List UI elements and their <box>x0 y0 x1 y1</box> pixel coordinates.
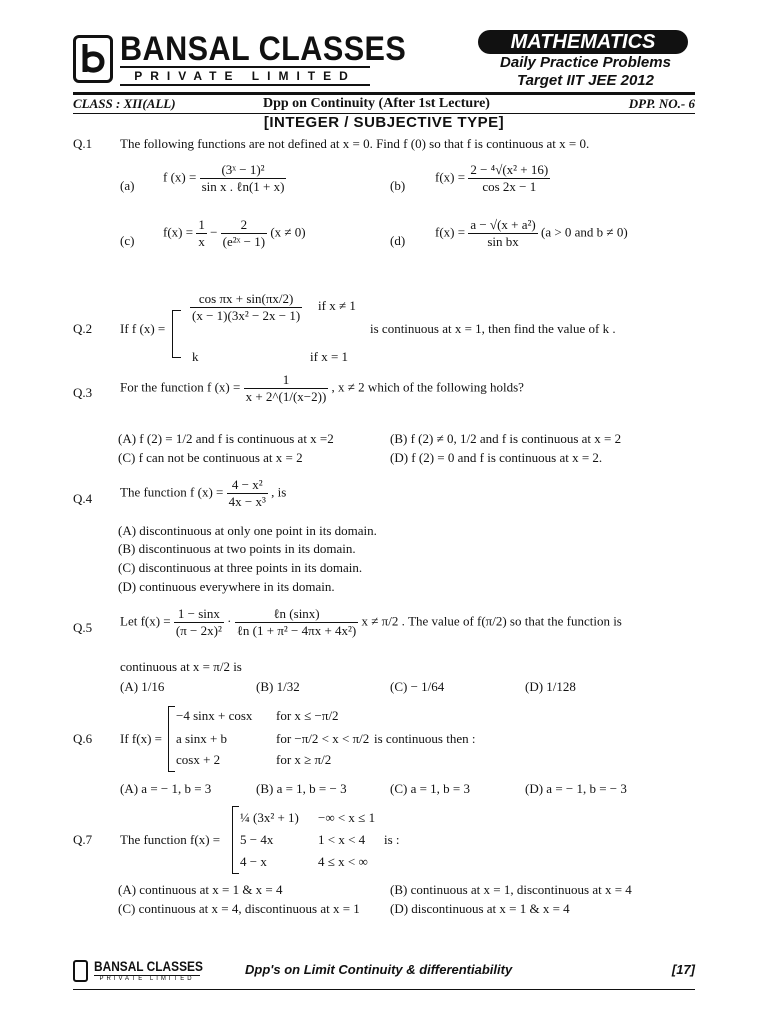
logo-glyph-icon <box>76 38 110 80</box>
q5-post: . The value of f(π/2) so that the function is <box>401 613 622 629</box>
dpp-title <box>478 54 693 90</box>
q6-option-c: (C) a = 1, b = 3 <box>390 781 471 796</box>
q1a-lhs: f (x) = <box>163 169 197 185</box>
page-number: [17] <box>671 962 695 977</box>
q1d-lhs: f(x) = <box>435 224 466 240</box>
q4-stem <box>120 477 286 510</box>
q5-stem <box>120 606 622 639</box>
footer-brand-subtitle: PRIVATE LIMITED <box>94 975 200 982</box>
q4-denominator: 4x − x³ <box>228 494 266 509</box>
q1-number: Q.1 <box>73 136 93 151</box>
q3-option-d: (D) f (2) = 0 and f is continuous at x = 2. <box>390 450 603 465</box>
q6-tail: is continuous then : <box>374 731 476 746</box>
q4-option-d: (D) continuous everywhere in its domain. <box>118 579 335 594</box>
brand-name: BANSAL CLASSES <box>120 30 407 68</box>
q4-option-b: (B) discontinuous at two points in its domain. <box>118 541 356 556</box>
footer-logo-icon <box>73 960 88 982</box>
q6-row3-cond: for x ≥ π/2 <box>276 752 332 767</box>
q5-f1-denominator: (π − 2x)² <box>175 623 222 638</box>
q1a-denominator: sin x . ℓn(1 + x) <box>201 179 285 194</box>
q3-fraction <box>244 372 329 405</box>
q5-fraction-1 <box>174 606 224 639</box>
q1d-condition: (a > 0 and b ≠ 0) <box>540 224 628 240</box>
q2-case1-condition: if x ≠ 1 <box>318 298 356 313</box>
q4-option-a: (A) discontinuous at only one point in its domain. <box>118 523 377 538</box>
q5-line2: continuous at x = π/2 is <box>120 659 242 674</box>
footer-title: Dpp's on Limit Continuity & differentiability <box>245 962 513 977</box>
q4-number: Q.4 <box>73 491 93 506</box>
q5-option-b: (B) 1/32 <box>256 679 300 694</box>
logo-icon <box>73 35 113 83</box>
q5-option-a: (A) 1/16 <box>120 679 165 694</box>
q3-post: , x ≠ 2 which of the following holds? <box>331 379 524 395</box>
q1d-expr <box>435 217 628 250</box>
q2-case2: k <box>192 349 199 364</box>
q4-post: , is <box>271 484 287 500</box>
footer-divider <box>73 989 695 990</box>
q5-dot: · <box>227 613 232 629</box>
q7-option-b: (B) continuous at x = 1, discontinuous at x = 4 <box>390 882 632 897</box>
dpp-line-2: Target IIT JEE 2012 <box>516 72 654 89</box>
q2-case1-denominator: (x − 1)(3x² − 2x − 1) <box>192 308 301 323</box>
q1c-den1: x <box>198 234 205 249</box>
footer-brand: BANSAL CLASSES <box>94 958 203 974</box>
q5-number: Q.5 <box>73 620 93 635</box>
brand-subtitle: PRIVATE LIMITED <box>120 66 370 86</box>
q2-brace <box>172 310 181 358</box>
q1c-label: (c) <box>120 233 135 248</box>
q6-option-b: (B) a = 1, b = − 3 <box>256 781 347 796</box>
q1b-expr <box>435 162 550 195</box>
q1b-fraction <box>468 162 550 195</box>
q1b-denominator: cos 2x − 1 <box>482 179 537 194</box>
q6-row3: cosx + 2 <box>176 752 221 767</box>
q4-pre: The function f (x) = <box>120 484 224 500</box>
q5-pre: Let f(x) = <box>120 613 171 629</box>
q1c-fraction-1 <box>196 217 207 250</box>
q7-option-c: (C) continuous at x = 4, discontinuous at x = 1 <box>118 901 360 916</box>
q7-option-d: (D) discontinuous at x = 1 & x = 4 <box>390 901 570 916</box>
q2-case2-condition: if x = 1 <box>310 349 349 364</box>
q7-row2-cond: 1 < x < 4 <box>318 832 366 847</box>
q6-brace <box>168 706 175 772</box>
q3-number: Q.3 <box>73 385 93 400</box>
q7-number: Q.7 <box>73 832 93 847</box>
q3-option-b: (B) f (2) ≠ 0, 1/2 and f is continuous at x = 2 <box>390 431 622 446</box>
q2-case1-fraction <box>190 291 302 324</box>
q1c-num1: 1 <box>198 217 205 232</box>
q1d-numerator: a − √(x + a²) <box>470 217 536 232</box>
q6-number: Q.6 <box>73 731 93 746</box>
q7-brace <box>232 806 239 874</box>
q1c-num2: 2 <box>221 217 267 234</box>
q2-tail: is continuous at x = 1, then find the value of k . <box>370 321 616 336</box>
q5-fraction-2 <box>235 606 359 639</box>
q5-condition: x ≠ π/2 <box>361 613 399 629</box>
q3-option-c: (C) f can not be continuous at x = 2 <box>118 450 303 465</box>
dpp-number: DPP. NO.- 6 <box>628 96 695 111</box>
q1b-numerator: 2 − ⁴√(x² + 16) <box>470 162 549 177</box>
q7-tail: is : <box>384 832 400 847</box>
q6-option-d: (D) a = − 1, b = − 3 <box>525 781 627 796</box>
q1c-fraction-2 <box>221 217 267 250</box>
q5-option-d: (D) 1/128 <box>525 679 576 694</box>
topic-label: Dpp on Continuity (After 1st Lecture) <box>263 96 490 111</box>
q5-f2-denominator: ℓn (1 + π² − 4πx + 4x²) <box>236 623 357 638</box>
q3-denominator: x + 2^(1/(x−2)) <box>245 389 327 404</box>
q1c-lhs: f(x) = <box>163 224 194 240</box>
dpp-line-1: Daily Practice Problems <box>500 54 671 71</box>
q6-row2: a sinx + b <box>176 731 228 746</box>
q5-option-c: (C) − 1/64 <box>390 679 445 694</box>
q1d-denominator: sin bx <box>487 234 519 249</box>
q1a-label: (a) <box>120 178 135 193</box>
q6-option-a: (A) a = − 1, b = 3 <box>120 781 212 796</box>
section-title: [INTEGER / SUBJECTIVE TYPE] <box>263 114 505 131</box>
q1a-expr <box>163 162 286 195</box>
subject-badge: MATHEMATICS <box>478 30 688 54</box>
q6-row2-cond: for −π/2 < x < π/2 <box>276 731 370 746</box>
q4-option-c: (C) discontinuous at three points in its domain. <box>118 560 363 575</box>
q5-f2-numerator: ℓn (sinx) <box>235 606 359 623</box>
q1c-expr: f(x) = $\frac{1}{x}$ − $\frac{2}{\text{(e²ˣ − 1)}}$ (x ≠ 0) <box>163 217 306 249</box>
q2-case1-numerator: cos πx + sin(πx/2) <box>190 291 302 308</box>
q7-row1-cond: −∞ < x ≤ 1 <box>318 810 376 825</box>
q1b-label: (b) <box>390 178 406 193</box>
q7-option-a: (A) continuous at x = 1 & x = 4 <box>118 882 283 897</box>
q5-f1-numerator: 1 − sinx <box>174 606 224 623</box>
q7-row2: 5 − 4x <box>240 832 274 847</box>
q1d-label: (d) <box>390 233 406 248</box>
q7-row1: ¼ (3x² + 1) <box>240 810 299 825</box>
q7-row3: 4 − x <box>240 854 267 869</box>
q4-numerator: 4 − x² <box>227 477 268 494</box>
q2-number: Q.2 <box>73 321 93 336</box>
q3-stem <box>120 372 524 405</box>
q6-row1: −4 sinx + cosx <box>176 708 253 723</box>
q2-lhs: If f (x) = <box>120 321 166 336</box>
q7-row3-cond: 4 ≤ x < ∞ <box>318 854 368 869</box>
q2-case1 <box>190 291 302 324</box>
q1d-fraction <box>468 217 537 250</box>
q1a-fraction <box>200 162 287 195</box>
q6-row1-cond: for x ≤ −π/2 <box>276 708 339 723</box>
q3-numerator: 1 <box>244 372 329 389</box>
q1c-condition: (x ≠ 0) <box>270 224 306 240</box>
q3-option-a: (A) f (2) = 1/2 and f is continuous at x =2 <box>118 431 334 446</box>
q4-fraction <box>227 477 268 510</box>
q1a-numerator: (3ˣ − 1)² <box>200 162 287 179</box>
q1c-den2: (e²ˣ − 1) <box>222 234 266 249</box>
q1b-lhs: f(x) = <box>435 169 466 185</box>
class-label: CLASS : XII(ALL) <box>73 96 176 111</box>
q3-pre: For the function f (x) = <box>120 379 241 395</box>
q6-lhs: If f(x) = <box>120 731 162 746</box>
q1-text: The following functions are not defined at x = 0. Find f (0) so that f is continuous at x = 0. <box>120 136 590 151</box>
q7-lhs: The function f(x) = <box>120 832 221 847</box>
